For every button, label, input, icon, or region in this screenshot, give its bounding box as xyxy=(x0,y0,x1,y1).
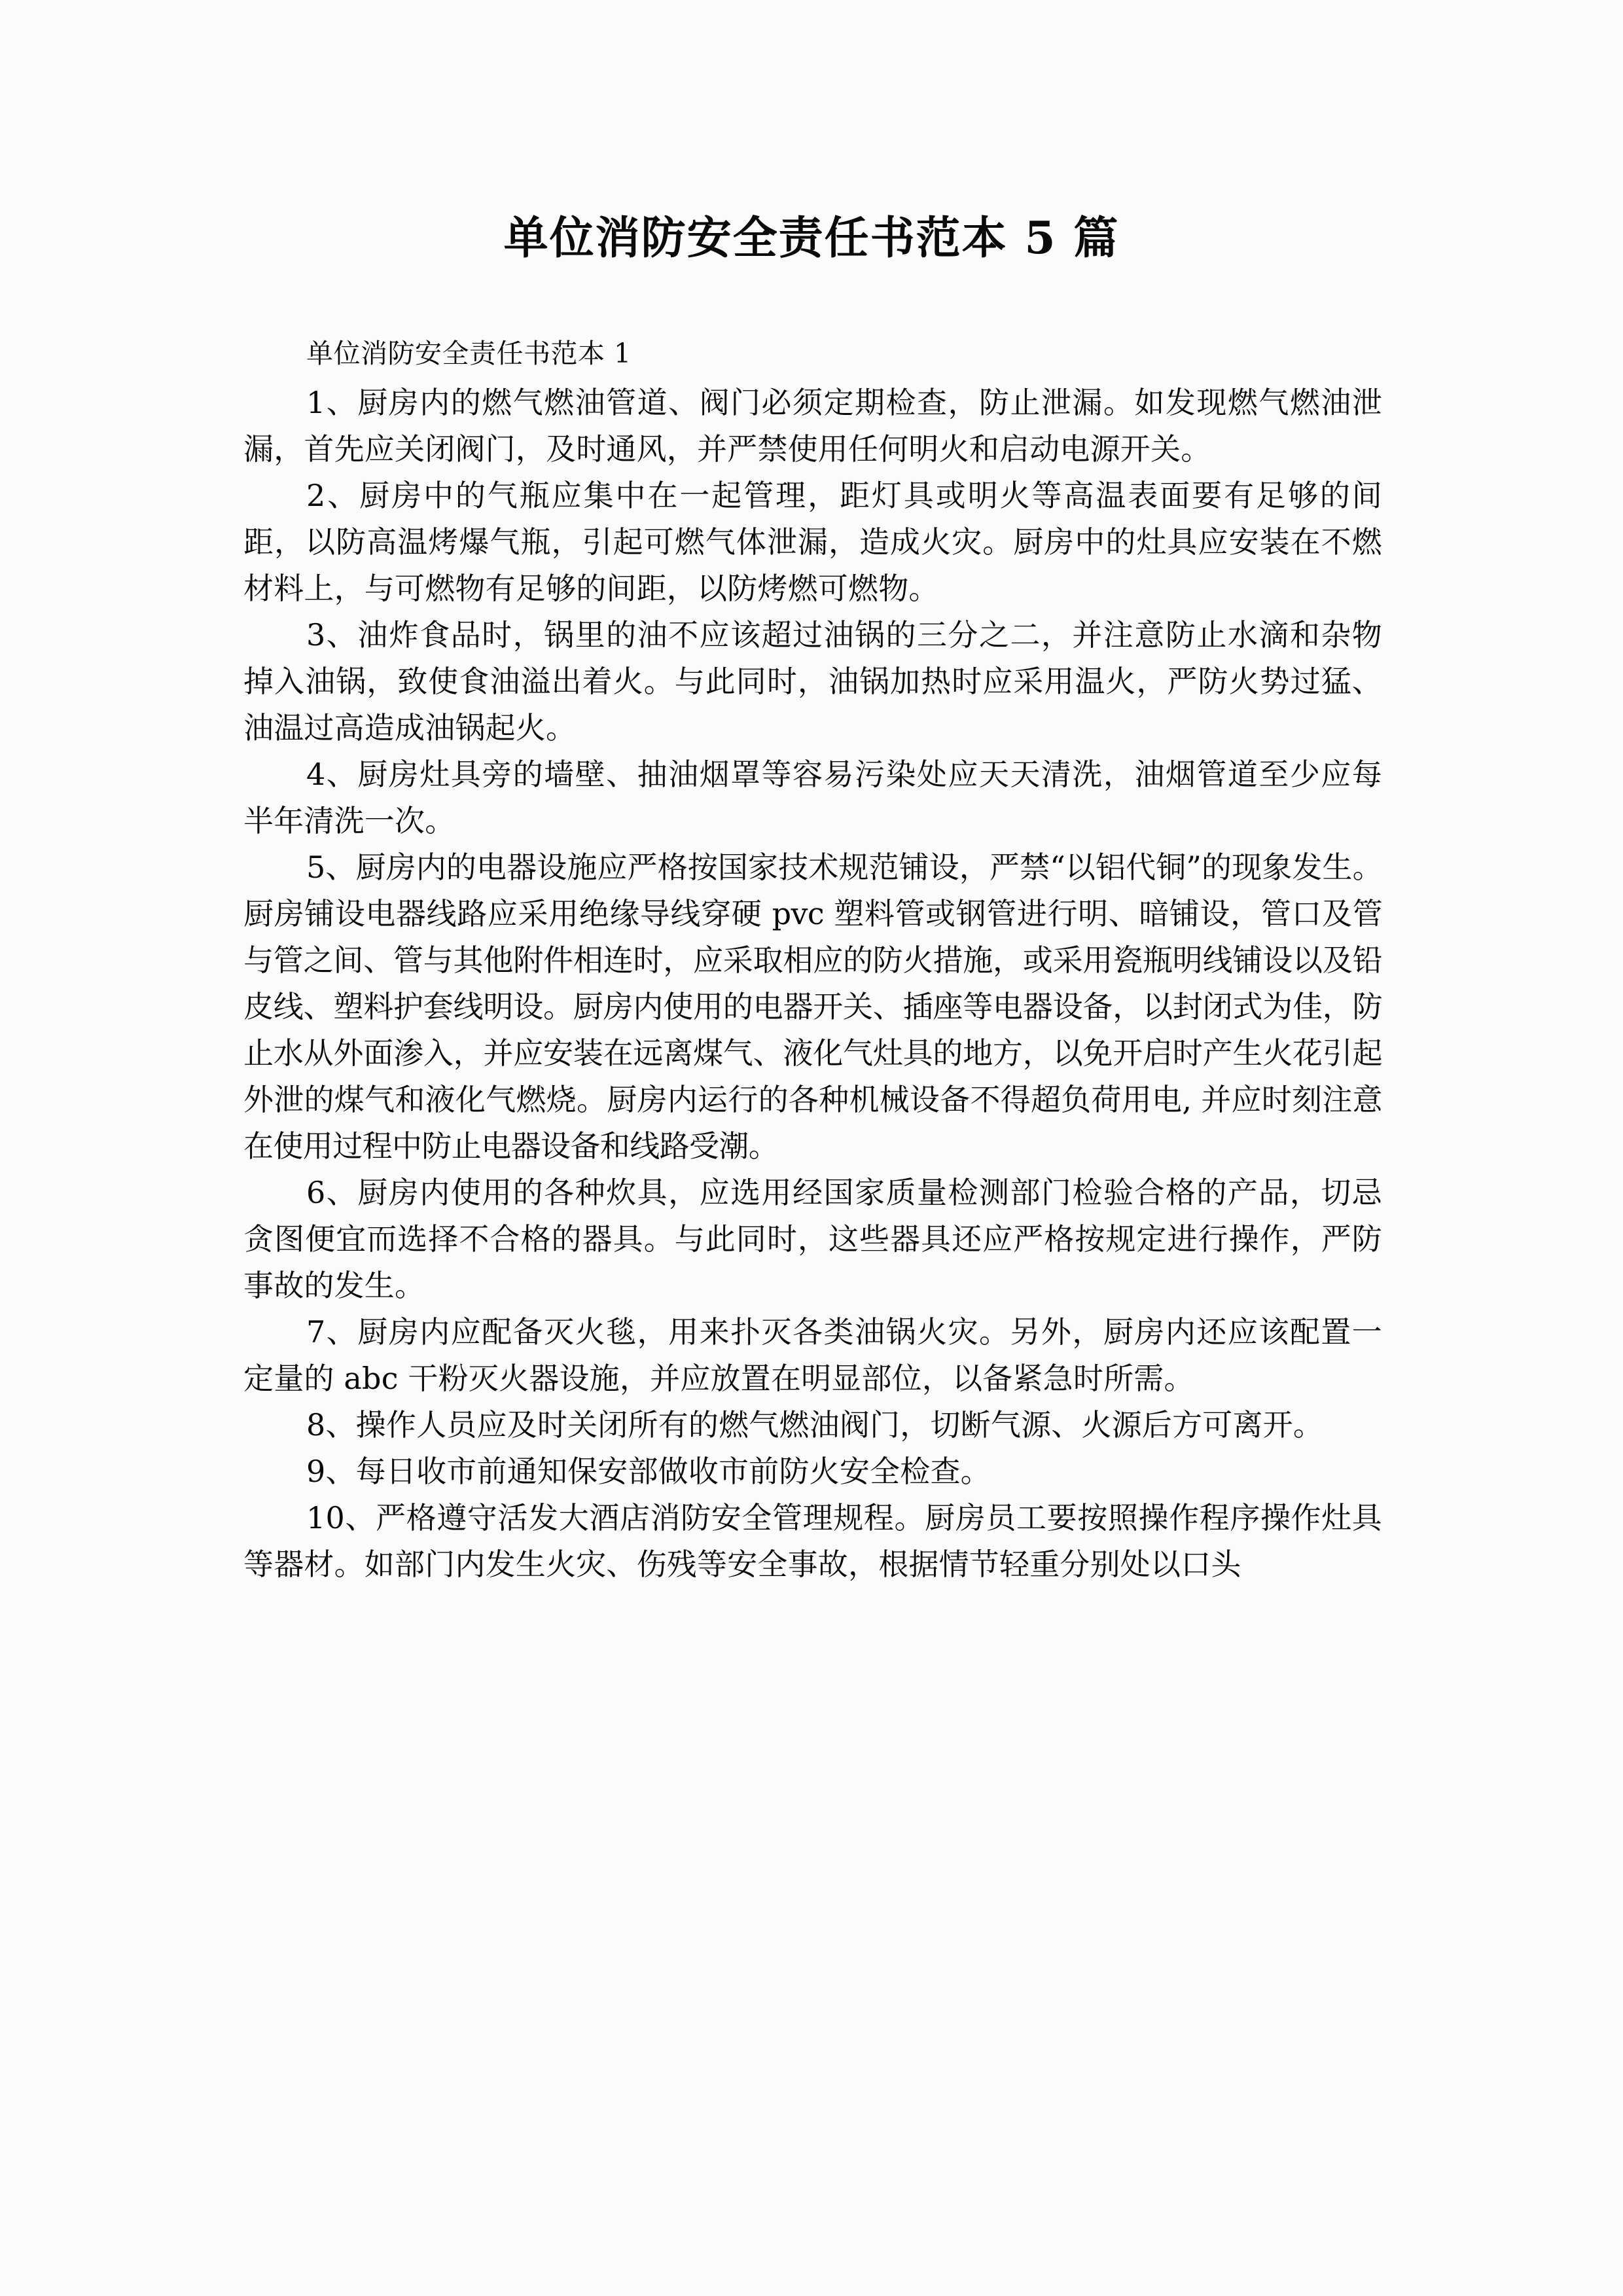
paragraph-4: 4、厨房灶具旁的墙壁、抽油烟罩等容易污染处应天天清洗，油烟管道至少应每半年清洗一次。 xyxy=(243,757,1382,838)
page-title: 单位消防安全责任书范本 5 篇 xyxy=(503,211,1120,264)
paragraph-1: 1、厨房内的燃气燃油管道、阀门必须定期检查，防止泄漏。如发现燃气燃油泄漏，首先应关闭阀门，及时通风，并严禁使用任何明火和启动电源开关。 xyxy=(243,385,1382,467)
paragraph-2: 2、厨房中的气瓶应集中在一起管理，距灯具或明火等高温表面要有足够的间距，以防高温烤爆气瓶，引起可燃气体泄漏，造成火灾。厨房中的灶具应安装在不燃材料上，与可燃物有足够的间距，以防烤燃可燃物。 xyxy=(243,478,1382,606)
paragraph-7: 7、厨房内应配备灭火毯，用来扑灭各类油锅火灾。另外，厨房内还应该配置一定量的 abc 干粉灭火器设施，并应放置在明显部位，以备紧急时所需。 xyxy=(243,1314,1382,1396)
paragraph-8: 8、操作人员应及时关闭所有的燃气燃油阀门，切断气源、火源后方可离开。 xyxy=(306,1407,1324,1443)
paragraph-10: 10、严格遵守活发大酒店消防安全管理规程。厨房员工要按照操作程序操作灶具等器材。如部门内发生火灾、伤残等安全事故，根据情节轻重分别处以口头 xyxy=(243,1500,1382,1582)
paragraph-9: 9、每日收市前通知保安部做收市前防火安全检查。 xyxy=(306,1454,991,1489)
paragraph-3: 3、油炸食品时，锅里的油不应该超过油锅的三分之二，并注意防止水滴和杂物掉入油锅，致使食油溢出着火。与此同时，油锅加热时应采用温火，严防火势过猛、油温过高造成油锅起火。 xyxy=(243,617,1382,745)
section-subheading: 单位消防安全责任书范本 1 xyxy=(306,338,632,369)
document-body xyxy=(243,331,1382,1588)
paragraph-6: 6、厨房内使用的各种炊具，应选用经国家质量检测部门检验合格的产品，切忌贪图便宜而选择不合格的器具。与此同时，这些器具还应严格按规定进行操作，严防事故的发生。 xyxy=(243,1175,1382,1303)
paragraph-5: 5、厨房内的电器设施应严格按国家技术规范铺设，严禁“以铝代铜”的现象发生。厨房铺设电器线路应采用绝缘导线穿硬 pvc 塑料管或钢管进行明、暗铺设，管口及管与管之间、管与其他附件相连时，应采取相应的防火措施，或采用瓷瓶明线铺设以及铅皮线、塑料护套线明设。厨房内使用的电器开关、插座等电器设备，以封闭式为佳，防止水从外面渗入，并应安装在远离煤气、液化气灶具的地方，以免开启时产生火花引起外泄的煤气和液化气燃烧。厨房内运行的各种机械设备不得超负荷用电, 并应时刻注意在使用过程中防止电器设备和线路受潮。 xyxy=(243,850,1382,1164)
